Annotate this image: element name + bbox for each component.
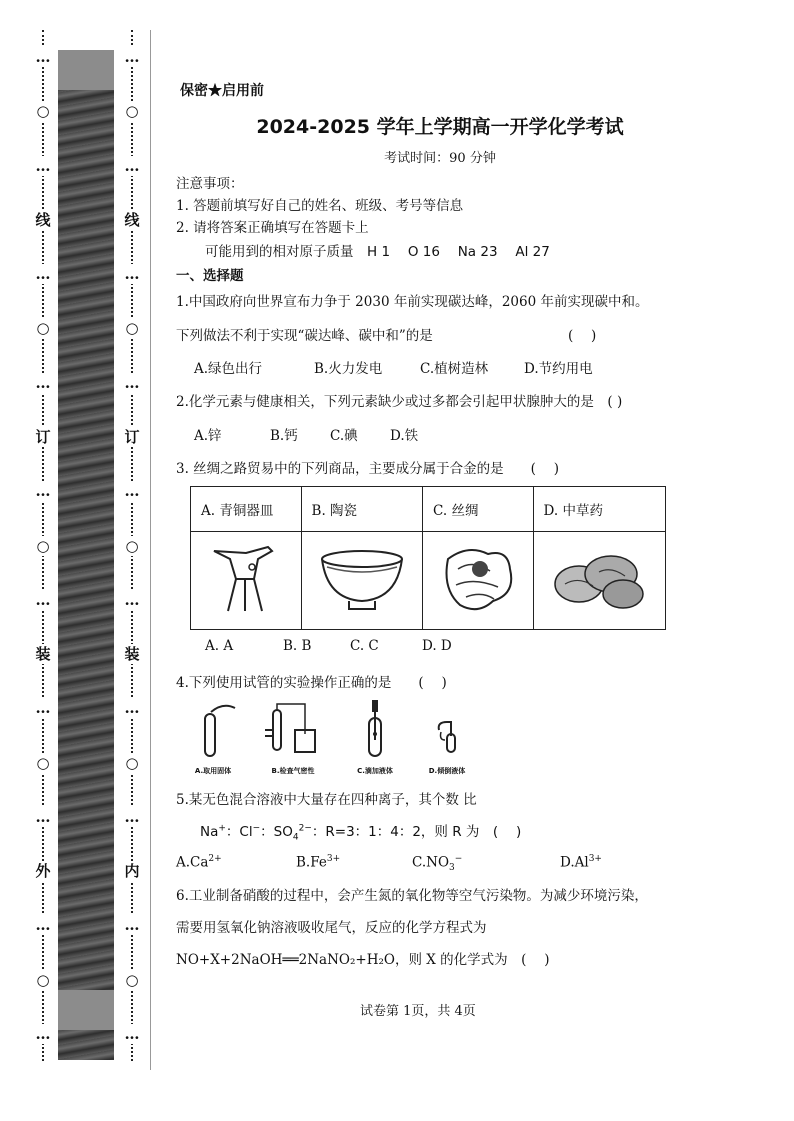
q3-header-b: B. 陶瓷	[301, 487, 422, 532]
margin-mark: 订	[33, 427, 53, 447]
margin-mark: ○	[33, 753, 53, 773]
q1-option-b: B.火力发电	[314, 361, 383, 377]
margin-mark: ○	[33, 318, 53, 338]
test-tube-solid-icon	[183, 700, 243, 760]
margin-mark: …	[122, 915, 142, 935]
q3-stem: 3. 丝绸之路贸易中的下列商品，主要成分属于合金的是 ( )	[176, 461, 559, 477]
margin-mark: …	[33, 47, 53, 67]
q4-figure-b	[248, 700, 338, 776]
q6-stem-line3: NO+X+2NaOH══2NaNO₂+H₂O，则 X 的化学式为 ( )	[176, 952, 550, 968]
margin-mark: …	[33, 481, 53, 501]
margin-mark: …	[33, 915, 53, 935]
section-heading: 一、选择题	[176, 268, 244, 284]
margin-mark: …	[33, 156, 53, 176]
q3-header-c: C. 丝绸	[423, 487, 534, 532]
binding-margin	[0, 0, 160, 1121]
margin-mark: …	[33, 373, 53, 393]
margin-mark: ○	[33, 970, 53, 990]
q4-caption-c: C.滴加液体	[357, 767, 393, 775]
q3-option-d: D. D	[422, 638, 452, 654]
margin-mark: …	[122, 264, 142, 284]
margin-mark: 内	[122, 861, 142, 881]
note-item-1: 1. 答题前填写好自己的姓名、班级、考号等信息	[176, 198, 464, 214]
porcelain-bowl-image	[301, 532, 422, 630]
margin-mark: …	[122, 47, 142, 67]
q1-option-a: A.绿色出行	[194, 361, 263, 377]
q2-option-d: D.铁	[390, 428, 419, 444]
dropper-icon	[345, 700, 405, 760]
q5-option-a: $A.Ca^{2+}$	[176, 854, 222, 871]
inner-margin-marks	[122, 30, 142, 1061]
margin-mark: ○	[122, 101, 142, 121]
q2-option-c: C.碘	[330, 428, 358, 444]
herbal-medicine-image	[533, 532, 665, 630]
q4-caption-b: B.检查气密性	[271, 767, 315, 775]
q1-answer-bracket: ( )	[568, 328, 597, 344]
margin-mark: …	[33, 698, 53, 718]
q3-option-b: B. B	[283, 638, 312, 654]
notes-heading: 注意事项：	[176, 176, 244, 192]
q2-stem: 2.化学元素与健康相关，下列元素缺少或过多都会引起甲状腺肿大的是 ( )	[176, 394, 623, 410]
margin-mark: ○	[122, 318, 142, 338]
q3-option-c: C. C	[350, 638, 379, 654]
margin-divider	[150, 30, 151, 1070]
q6-stem-line2: 需要用氢氧化钠溶液吸收尾气，反应的化学方程式为	[176, 920, 487, 936]
q1-option-d: D.节约用电	[524, 361, 593, 377]
page-footer: 试卷第 1页，共 4页	[360, 1004, 476, 1019]
margin-mark: …	[122, 481, 142, 501]
margin-mark: ○	[122, 753, 142, 773]
margin-mark: ○	[33, 101, 53, 121]
q4-figure-d	[402, 700, 492, 776]
margin-mark: 装	[122, 644, 142, 664]
margin-mark: 外	[33, 861, 53, 881]
margin-mark: 装	[33, 644, 53, 664]
margin-mark: …	[122, 1024, 142, 1044]
scan-shadow-stripe	[58, 50, 114, 1060]
q1-stem-line2: 下列做法不利于实现“碳达峰、碳中和”的是	[176, 328, 433, 344]
q4-stem: 4.下列使用试管的实验操作正确的是 ( )	[176, 675, 447, 691]
q4-caption-a: A.取用固体	[194, 767, 232, 775]
margin-mark: ○	[33, 536, 53, 556]
margin-mark: …	[122, 156, 142, 176]
q4-figure-a	[168, 700, 258, 776]
q5-option-d: $D.Al^{3+}$	[560, 854, 602, 871]
margin-mark: ○	[122, 536, 142, 556]
q5-option-b: $B.Fe^{3+}$	[296, 854, 341, 871]
margin-mark: 线	[122, 210, 142, 230]
margin-mark: …	[33, 807, 53, 827]
bronze-vessel-image	[191, 532, 302, 630]
margin-mark: 线	[33, 210, 53, 230]
q3-header-d: D. 中草药	[533, 487, 665, 532]
margin-mark: …	[33, 1024, 53, 1044]
note-item-2: 2. 请将答案正确填写在答题卡上	[176, 220, 369, 236]
q4-caption-d: D.倾倒液体	[428, 767, 466, 775]
q5-stem: 5.某无色混合溶液中大量存在四种离子，其个数 比	[176, 792, 477, 808]
q5-option-c: $C.NO_3^-$	[412, 854, 463, 874]
q3-header-a: A. 青铜器皿	[191, 487, 302, 532]
q1-option-c: C.植树造林	[420, 361, 489, 377]
outer-margin-marks	[33, 30, 53, 1061]
margin-mark: …	[122, 807, 142, 827]
q6-stem-line1: 6.工业制备硝酸的过程中，会产生氮的氧化物等空气污染物。为减少环境污染，	[176, 888, 648, 904]
q2-option-b: B.钙	[270, 428, 298, 444]
q5-ion-ratio: Na+：Cl−：$SO_4^{2-}$：R=3：1：4：2，则 R 为 ( )	[200, 823, 522, 843]
silk-cloth-image	[423, 532, 534, 630]
margin-mark: …	[122, 698, 142, 718]
airtightness-check-icon	[263, 700, 323, 760]
atomic-mass-line: 可能用到的相对原子质量 H 1 O 16 Na 23 Al 27	[205, 244, 550, 260]
margin-mark: 订	[122, 427, 142, 447]
q3-option-a: A. A	[205, 638, 234, 654]
q2-option-a: A.锌	[194, 428, 222, 444]
margin-mark: ○	[122, 970, 142, 990]
margin-mark: …	[122, 373, 142, 393]
exam-time: 考试时间：90 分钟	[384, 151, 496, 166]
exam-title: 2024-2025 学年上学期高一开学化学考试	[256, 116, 624, 138]
margin-mark: …	[33, 264, 53, 284]
margin-mark: …	[33, 590, 53, 610]
pouring-liquid-icon	[417, 700, 477, 760]
margin-mark: …	[122, 590, 142, 610]
q1-stem-line1: 1.中国政府向世界宣布力争于 2030 年前实现碳达峰，2060 年前实现碳中和。	[176, 294, 649, 310]
confidential-label: 保密★启用前	[180, 83, 264, 99]
q3-goods-table	[190, 486, 666, 630]
